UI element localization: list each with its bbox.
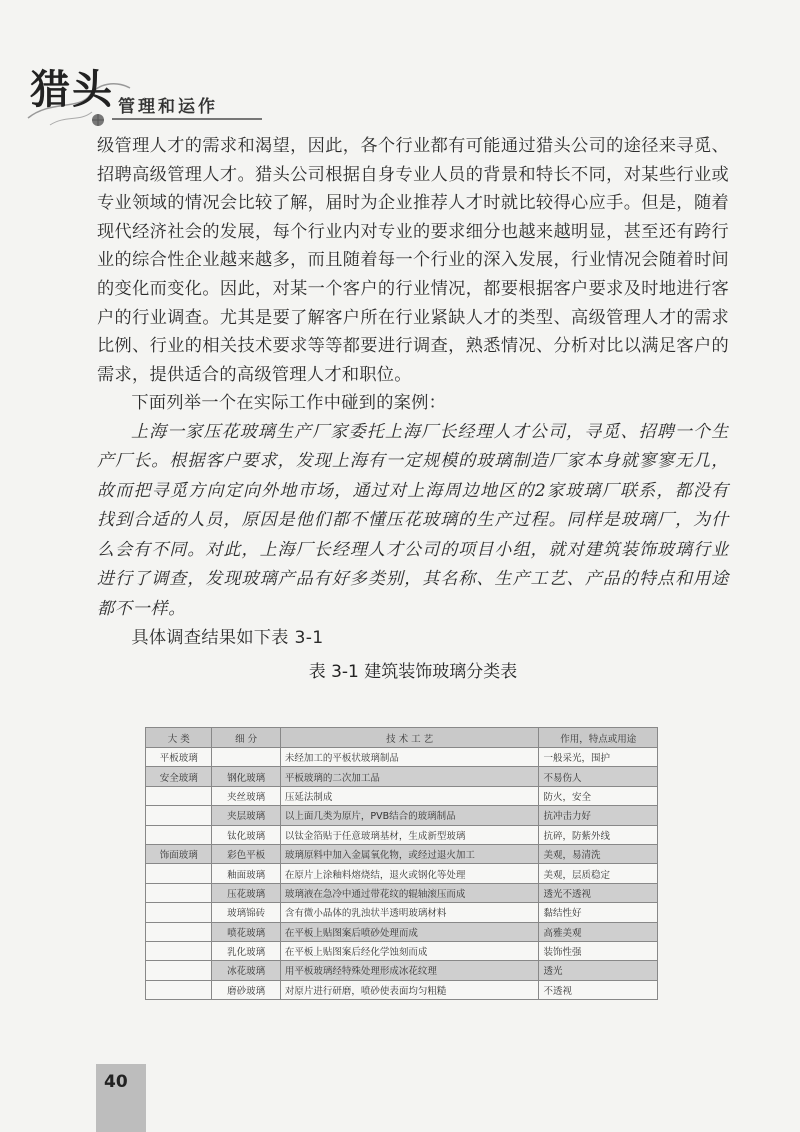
subcategory-cell: 磨砂玻璃: [212, 980, 280, 999]
table-row: [146, 806, 658, 825]
subcategory-cell: 乳化玻璃: [212, 941, 280, 960]
paragraph-table-lead: 具体调查结果如下表 3-1: [131, 628, 324, 649]
technique-cell: 在原片上涂釉料熔烧结，退火或钢化等处理: [280, 864, 539, 883]
table-row: [146, 748, 658, 767]
header-subtitle: 管理和运作: [118, 97, 218, 117]
technique-cell: 玻璃原料中加入金属氧化物，或经过退火加工: [280, 844, 539, 863]
glass-classification-table: [145, 727, 658, 1000]
category-cell: [146, 961, 212, 980]
header-title: 猎头: [30, 67, 114, 113]
technique-cell: 未经加工的平板状玻璃制品: [280, 748, 539, 767]
usage-cell: 一般采光，围护: [539, 748, 658, 767]
usage-cell: 美观，层质稳定: [539, 864, 658, 883]
usage-cell: 黏结性好: [539, 903, 658, 922]
body-text: [97, 132, 729, 682]
technique-cell: 以上面几类为原片，PVB结合的玻璃制品: [280, 806, 539, 825]
category-cell: 饰面玻璃: [146, 844, 212, 863]
category-cell: 平板玻璃: [146, 748, 212, 767]
running-header: [0, 40, 800, 140]
subcategory-cell: 夹层玻璃: [212, 806, 280, 825]
technique-cell: 在平板上贴图案后经化学蚀刻而成: [280, 941, 539, 960]
subcategory-cell: 彩色平板: [212, 844, 280, 863]
subcategory-cell: 喷花玻璃: [212, 922, 280, 941]
technique-cell: 在平板上贴图案后喷砂处理而成: [280, 922, 539, 941]
category-cell: [146, 825, 212, 844]
page-number: 40: [104, 1072, 128, 1092]
table-row: [146, 786, 658, 805]
table-row: [146, 883, 658, 902]
subcategory-cell: 冰花玻璃: [212, 961, 280, 980]
technique-cell: 压延法制成: [280, 786, 539, 805]
usage-cell: 装饰性强: [539, 941, 658, 960]
subcategory-cell: 釉面玻璃: [212, 864, 280, 883]
table-title: 表 3-1 建筑装饰玻璃分类表: [308, 662, 518, 683]
category-cell: [146, 786, 212, 805]
category-cell: [146, 883, 212, 902]
usage-cell: 高雅美观: [539, 922, 658, 941]
table-row: [146, 961, 658, 980]
table-row: [146, 767, 658, 786]
table-row: [146, 825, 658, 844]
header-rule: [112, 118, 262, 120]
technique-cell: 含有微小晶体的乳浊状半透明玻璃材料: [280, 903, 539, 922]
table-row: [146, 941, 658, 960]
header-category: 大 类: [146, 728, 212, 748]
subcategory-cell: 压花玻璃: [212, 883, 280, 902]
technique-cell: 对原片进行研磨，喷砂使表面均匀粗糙: [280, 980, 539, 999]
usage-cell: 防火，安全: [539, 786, 658, 805]
table-row: [146, 864, 658, 883]
subcategory-cell: 钢化玻璃: [212, 767, 280, 786]
subcategory-cell: [212, 748, 280, 767]
usage-cell: 不易伤人: [539, 767, 658, 786]
header-subcategory: 细 分: [212, 728, 280, 748]
table-row: [146, 922, 658, 941]
usage-cell: 透光不透视: [539, 883, 658, 902]
technique-cell: 以钛金箔贴于任意玻璃基材，生成新型玻璃: [280, 825, 539, 844]
category-cell: [146, 864, 212, 883]
header-technique: 技 术 工 艺: [280, 728, 539, 748]
subcategory-cell: 玻璃锦砖: [212, 903, 280, 922]
table-header-row: [146, 728, 658, 748]
category-cell: 安全玻璃: [146, 767, 212, 786]
usage-cell: 抗碎，防紫外线: [539, 825, 658, 844]
subcategory-cell: 钛化玻璃: [212, 825, 280, 844]
paragraph-case-lead: 下面列举一个在实际工作中碰到的案例：: [131, 393, 447, 414]
table-row: [146, 903, 658, 922]
usage-cell: 抗冲击力好: [539, 806, 658, 825]
header-usage: 作用，特点或用途: [539, 728, 658, 748]
category-cell: [146, 980, 212, 999]
category-cell: [146, 806, 212, 825]
paragraph-case: 上海一家压花玻璃生产厂家委托上海厂长经理人才公司，寻觅、招聘一个生产厂长。根据客户要求，发现上海有一定规模的玻璃制造厂家本身就寥寥无几，故而把寻觅方向定向外地市场，通过对上海周边地区的2家玻璃厂联系，都没有找到合适的人员，原因是他们都不懂压花玻璃的生产过程。同样是玻璃厂，为什么会有不同。对此，上海厂长经理人才公司的项目小组，就对建筑装饰玻璃行业进行了调查，发现玻璃产品有好多类别，其名称、生产工艺、产品的特点和用途都不一样。: [97, 421, 729, 619]
usage-cell: 透光: [539, 961, 658, 980]
table-row: [146, 980, 658, 999]
category-cell: [146, 922, 212, 941]
technique-cell: 玻璃液在急冷中通过带花纹的辊轴滚压而成: [280, 883, 539, 902]
subcategory-cell: 夹丝玻璃: [212, 786, 280, 805]
usage-cell: 不透视: [539, 980, 658, 999]
category-cell: [146, 903, 212, 922]
usage-cell: 美观，易清洗: [539, 844, 658, 863]
table-row: [146, 844, 658, 863]
technique-cell: 用平板玻璃经特殊处理形成冰花纹理: [280, 961, 539, 980]
paragraph-intro: 级管理人才的需求和渴望，因此，各个行业都有可能通过猎头公司的途径来寻觅、招聘高级管理人才。猎头公司根据自身专业人员的背景和特长不同，对某些行业或专业领域的情况会比较了解，届时为企业推荐人才时就比较得心应手。但是，随着现代经济社会的发展，每个行业内对专业的要求细分也越来越明显，甚至还有跨行业的综合性企业越来越多，而且随着每一个行业的深入发展，行业情况会随着时间的变化而变化。因此，对某一个客户的行业情况，都要根据客户要求及时地进行客户的行业调查。尤其是要了解客户所在行业紧缺人才的类型、高级管理人才的需求比例、行业的相关技术要求等等都要进行调查，熟悉情况、分析对比以满足客户的需求，提供适合的高级管理人才和职位。: [97, 136, 729, 385]
technique-cell: 平板玻璃的二次加工品: [280, 767, 539, 786]
category-cell: [146, 941, 212, 960]
